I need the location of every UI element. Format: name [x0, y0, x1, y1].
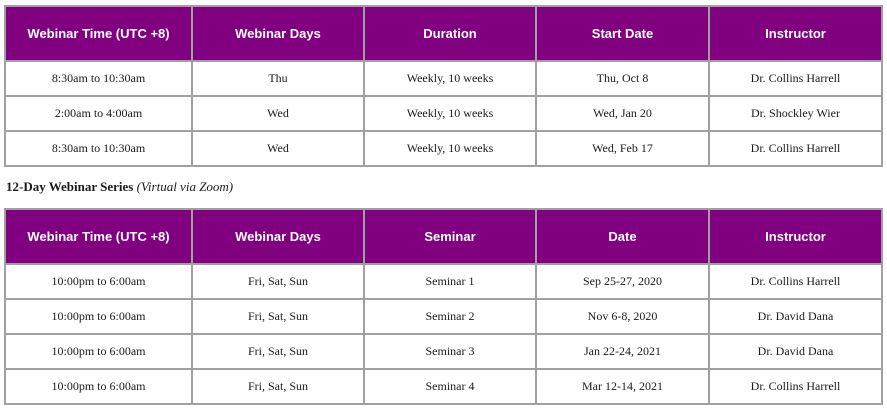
cell-webinar-time: 8:30am to 10:30am	[5, 61, 192, 96]
header-webinar-time: Webinar Time (UTC +8)	[5, 209, 192, 264]
table-row	[5, 264, 882, 299]
header-webinar-days: Webinar Days	[192, 209, 364, 264]
header-webinar-days: Webinar Days	[192, 6, 364, 61]
cell-date: Jan 22-24, 2021	[536, 334, 709, 369]
cell-date: Mar 12-14, 2021	[536, 369, 709, 404]
cell-duration: Weekly, 10 weeks	[364, 61, 536, 96]
header-duration: Duration	[364, 6, 536, 61]
cell-webinar-days: Wed	[192, 96, 364, 131]
table-row	[5, 131, 882, 166]
table-row	[5, 369, 882, 404]
cell-seminar: Seminar 2	[364, 299, 536, 334]
cell-webinar-time: 2:00am to 4:00am	[5, 96, 192, 131]
cell-webinar-days: Fri, Sat, Sun	[192, 369, 364, 404]
cell-date: Nov 6-8, 2020	[536, 299, 709, 334]
cell-instructor: Dr. Collins Harrell	[709, 264, 882, 299]
cell-start-date: Thu, Oct 8	[536, 61, 709, 96]
cell-webinar-time: 10:00pm to 6:00am	[5, 369, 192, 404]
cell-webinar-time: 10:00pm to 6:00am	[5, 334, 192, 369]
cell-instructor: Dr. Shockley Wier	[709, 96, 882, 131]
cell-webinar-time: 10:00pm to 6:00am	[5, 299, 192, 334]
cell-seminar: Seminar 1	[364, 264, 536, 299]
cell-webinar-days: Fri, Sat, Sun	[192, 299, 364, 334]
header-start-date: Start Date	[536, 6, 709, 61]
cell-date: Sep 25-27, 2020	[536, 264, 709, 299]
table-row	[5, 334, 882, 369]
cell-webinar-days: Wed	[192, 131, 364, 166]
cell-instructor: Dr. Collins Harrell	[709, 369, 882, 404]
series-title: 12-Day Webinar Series	[6, 179, 134, 194]
weekly-webinar-table	[4, 5, 883, 167]
cell-seminar: Seminar 3	[364, 334, 536, 369]
table-header-row	[5, 209, 882, 264]
cell-webinar-time: 8:30am to 10:30am	[5, 131, 192, 166]
table-row	[5, 299, 882, 334]
series-heading	[6, 179, 233, 195]
cell-webinar-days: Thu	[192, 61, 364, 96]
cell-webinar-time: 10:00pm to 6:00am	[5, 264, 192, 299]
cell-instructor: Dr. Collins Harrell	[709, 61, 882, 96]
table-row	[5, 61, 882, 96]
cell-instructor: Dr. Collins Harrell	[709, 131, 882, 166]
series-note: (Virtual via Zoom)	[136, 179, 234, 194]
cell-seminar: Seminar 4	[364, 369, 536, 404]
table-header-row	[5, 6, 882, 61]
header-webinar-time: Webinar Time (UTC +8)	[5, 6, 192, 61]
cell-webinar-days: Fri, Sat, Sun	[192, 334, 364, 369]
cell-duration: Weekly, 10 weeks	[364, 131, 536, 166]
table-row	[5, 96, 882, 131]
cell-instructor: Dr. David Dana	[709, 299, 882, 334]
cell-start-date: Wed, Feb 17	[536, 131, 709, 166]
cell-start-date: Wed, Jan 20	[536, 96, 709, 131]
cell-duration: Weekly, 10 weeks	[364, 96, 536, 131]
webinar-series-table	[4, 208, 883, 405]
header-instructor: Instructor	[709, 209, 882, 264]
header-seminar: Seminar	[364, 209, 536, 264]
cell-webinar-days: Fri, Sat, Sun	[192, 264, 364, 299]
header-instructor: Instructor	[709, 6, 882, 61]
header-date: Date	[536, 209, 709, 264]
cell-instructor: Dr. David Dana	[709, 334, 882, 369]
